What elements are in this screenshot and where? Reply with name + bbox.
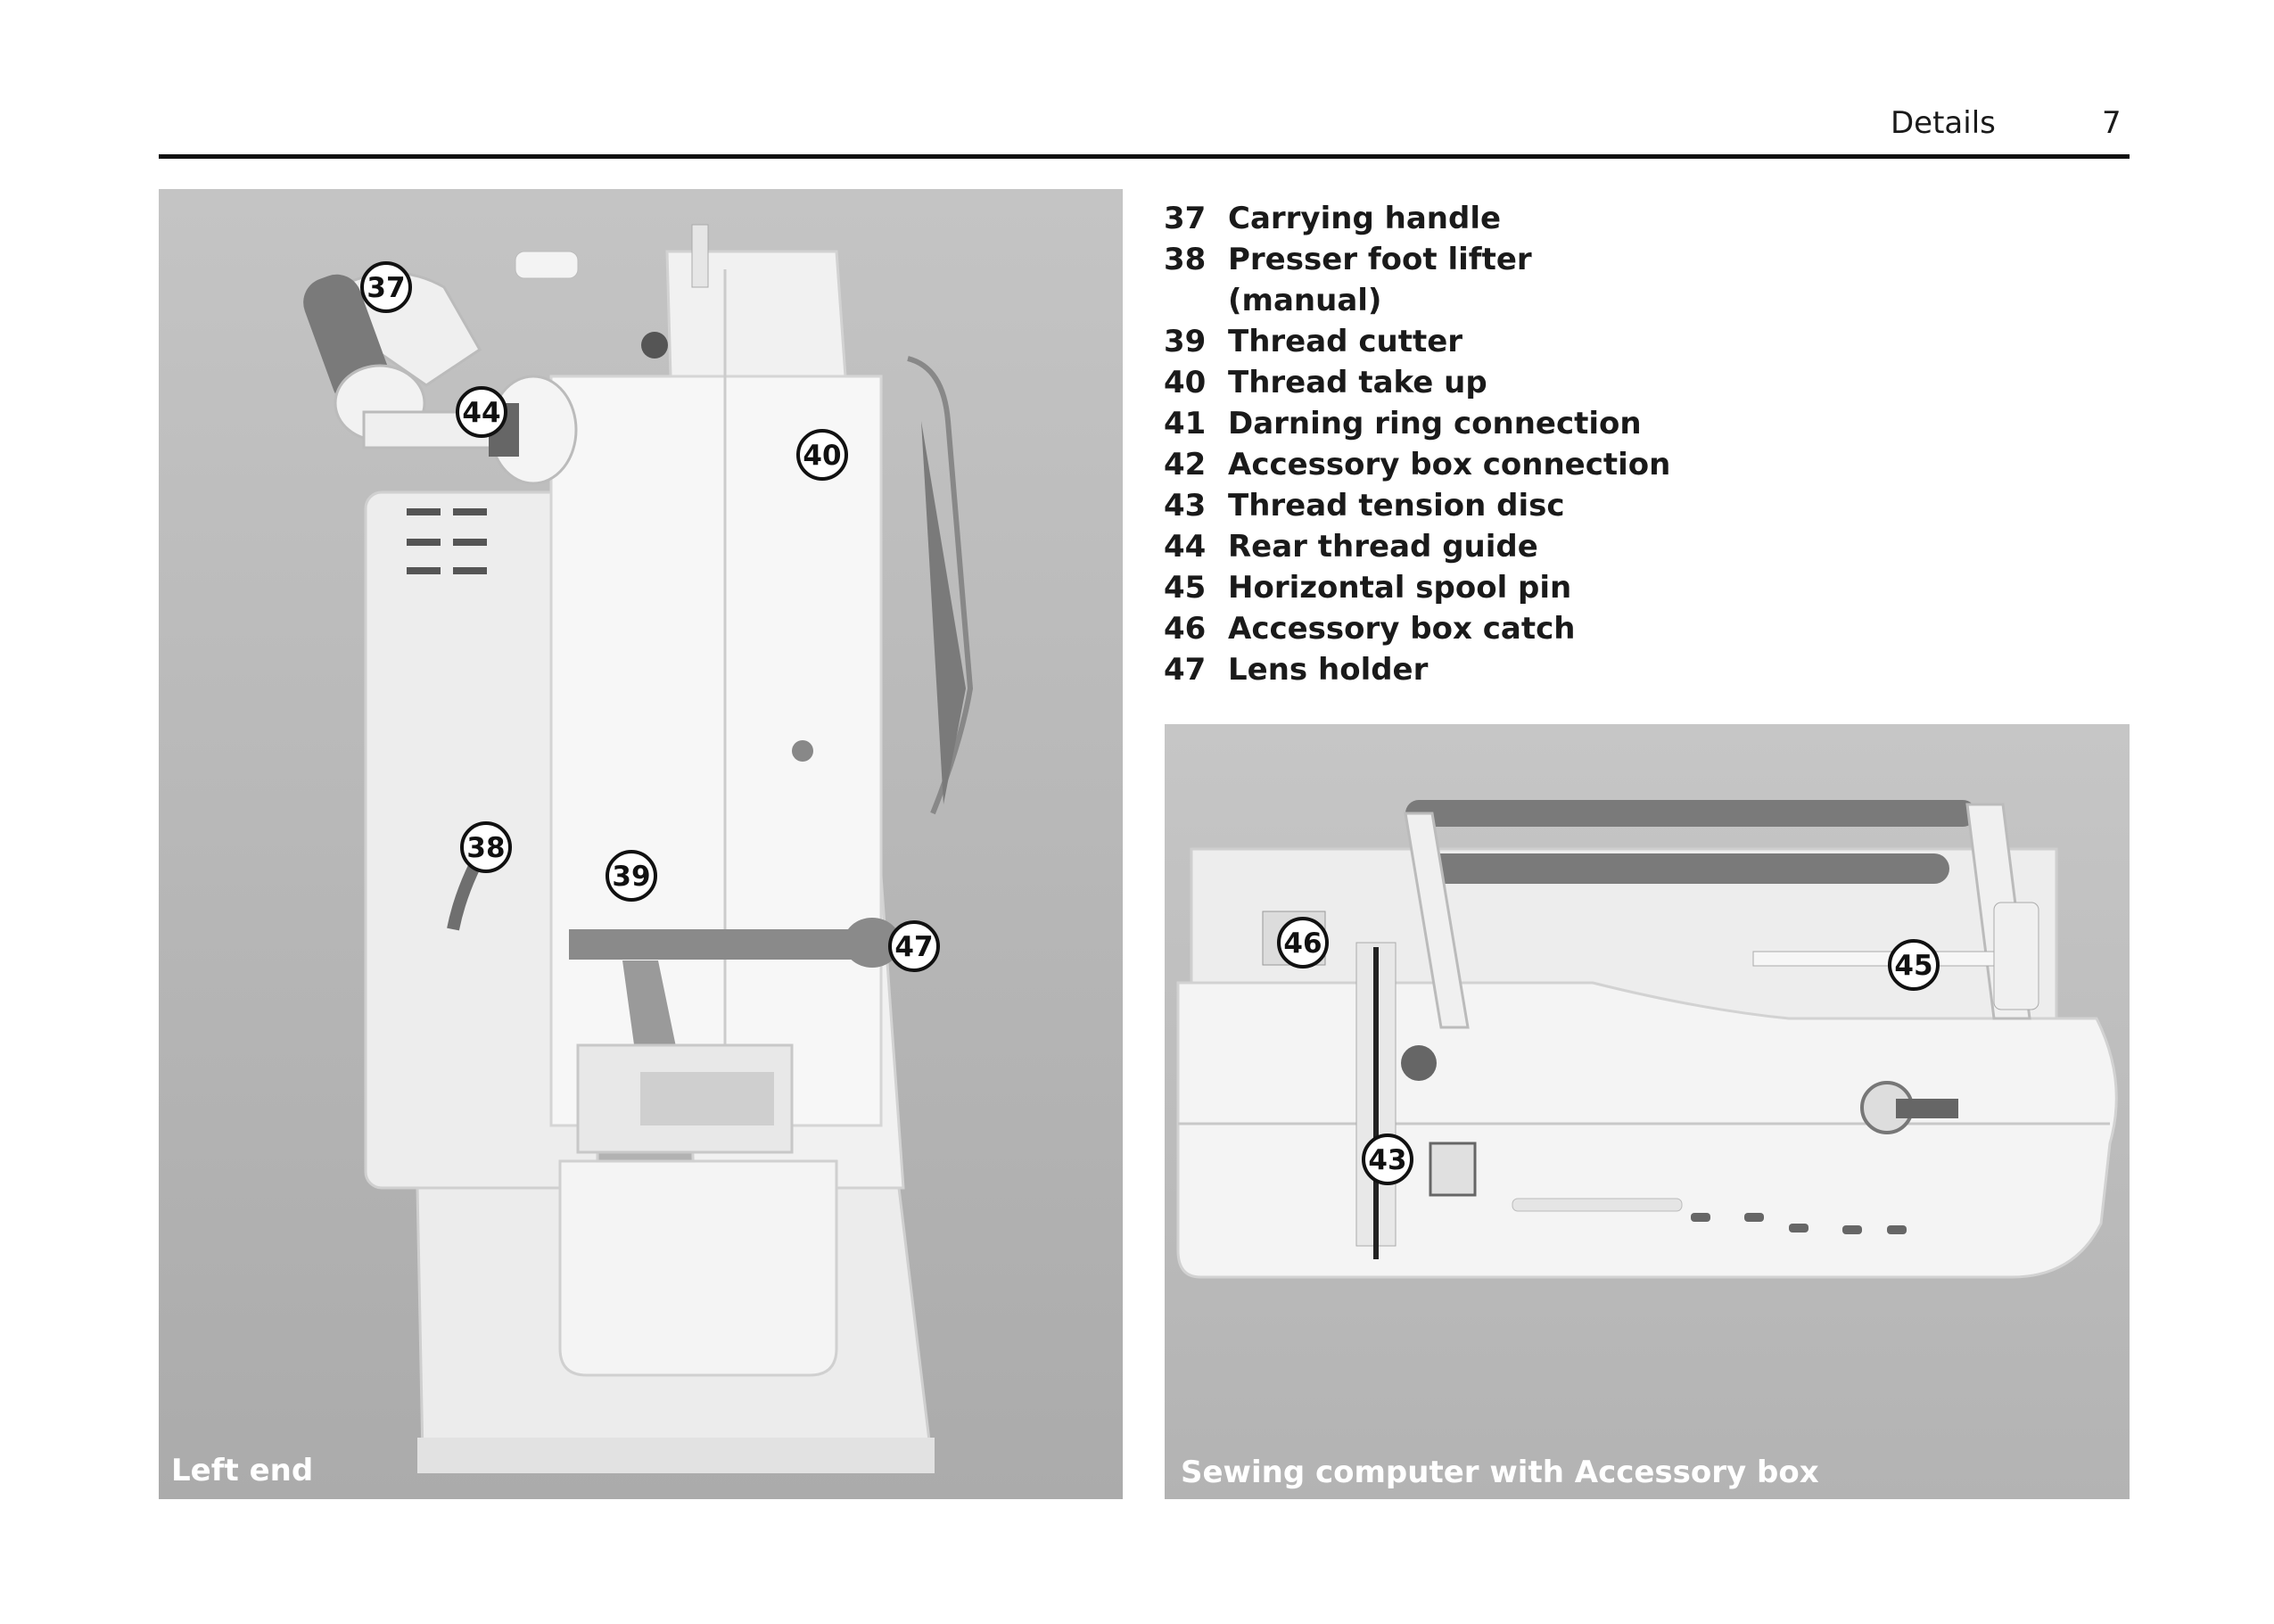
legend-item — [1164, 362, 2100, 403]
header-rule — [159, 154, 2130, 159]
legend-item — [1164, 485, 2100, 526]
legend-item — [1164, 526, 2100, 567]
legend-item — [1164, 608, 2100, 649]
legend-number: 42 — [1164, 447, 1207, 482]
section-title: Details — [1891, 105, 1996, 141]
left-end-photo — [159, 189, 1123, 1499]
callout-47: 47 — [894, 931, 934, 963]
callout-40: 40 — [803, 440, 842, 472]
callout-45: 45 — [1894, 950, 1933, 982]
legend-item — [1164, 239, 2100, 280]
legend-number: 46 — [1164, 611, 1207, 647]
legend-label-line2: (manual) — [1228, 283, 1382, 318]
accessory-box-photo — [1165, 724, 2130, 1499]
callout-39: 39 — [612, 861, 651, 893]
legend-item — [1164, 198, 2100, 239]
legend-number: 38 — [1164, 242, 1207, 277]
legend-label: Darning ring connection — [1228, 406, 1642, 441]
legend-label: Presser foot lifter — [1228, 242, 1532, 277]
legend-item-continuation — [1164, 280, 2100, 321]
callout-37: 37 — [367, 272, 406, 304]
legend-item — [1164, 321, 2100, 362]
legend-label: Accessory box catch — [1228, 611, 1576, 647]
legend-label: Accessory box connection — [1228, 447, 1671, 482]
legend-label: Thread tension disc — [1228, 488, 1565, 523]
legend-number: 39 — [1164, 324, 1207, 359]
page-number: 7 — [2102, 105, 2122, 141]
legend-number: 47 — [1164, 652, 1207, 688]
legend-number: 41 — [1164, 406, 1207, 441]
legend-label: Horizontal spool pin — [1228, 570, 1572, 606]
legend-number: 44 — [1164, 529, 1207, 565]
legend-label: Lens holder — [1228, 652, 1429, 688]
legend-number: 43 — [1164, 488, 1207, 523]
callout-43: 43 — [1368, 1144, 1407, 1176]
legend-item — [1164, 649, 2100, 690]
sewing-machine-accessory-box-illustration — [1165, 724, 2130, 1499]
legend-item — [1164, 403, 2100, 444]
sewing-machine-left-view-illustration — [159, 189, 1123, 1499]
legend-item — [1164, 444, 2100, 485]
callout-46: 46 — [1283, 927, 1322, 960]
right-photo-caption: Sewing computer with Accessory box — [1181, 1455, 1819, 1490]
callout-38: 38 — [466, 832, 506, 864]
legend-item — [1164, 567, 2100, 608]
legend-number: 37 — [1164, 201, 1207, 236]
callout-44: 44 — [462, 397, 501, 429]
legend-label: Carrying handle — [1228, 201, 1502, 236]
left-photo-caption: Left end — [171, 1453, 314, 1488]
legend-label: Rear thread guide — [1228, 529, 1538, 565]
legend-number: 40 — [1164, 365, 1207, 400]
legend-label: Thread take up — [1228, 365, 1487, 400]
legend-label: Thread cutter — [1228, 324, 1463, 359]
legend-number: 45 — [1164, 570, 1207, 606]
parts-legend — [1164, 198, 2100, 690]
